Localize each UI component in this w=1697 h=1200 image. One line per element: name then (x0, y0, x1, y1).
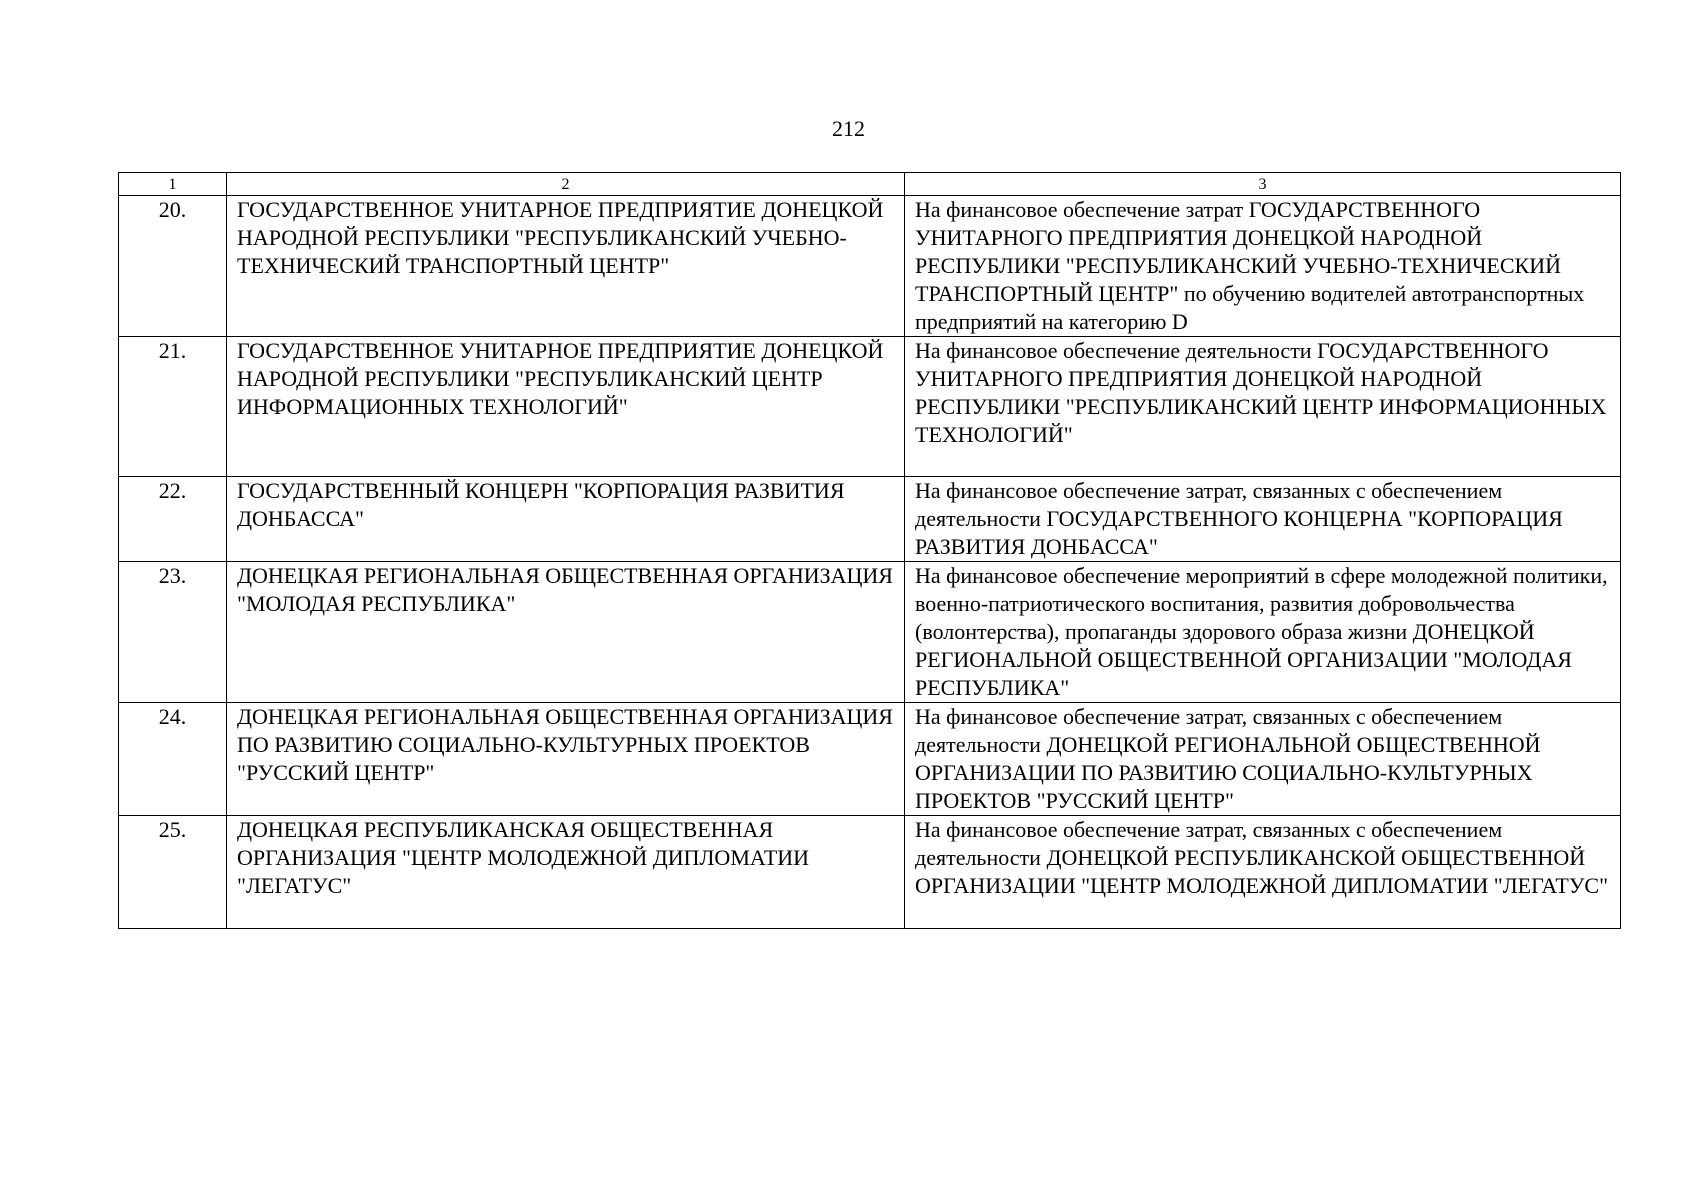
organization-name: ДОНЕЦКАЯ РЕГИОНАЛЬНАЯ ОБЩЕСТВЕННАЯ ОРГАНИЗАЦИЯ "МОЛОДАЯ РЕСПУБЛИКА" (227, 562, 905, 703)
organization-name: ДОНЕЦКАЯ РЕГИОНАЛЬНАЯ ОБЩЕСТВЕННАЯ ОРГАНИЗАЦИЯ ПО РАЗВИТИЮ СОЦИАЛЬНО-КУЛЬТУРНЫХ ПРОЕКТОВ "РУССКИЙ ЦЕНТР" (227, 703, 905, 816)
organization-name: ГОСУДАРСТВЕННЫЙ КОНЦЕРН "КОРПОРАЦИЯ РАЗВИТИЯ ДОНБАССА" (227, 477, 905, 562)
row-number: 21. (119, 337, 227, 477)
table-row (119, 816, 1621, 929)
row-number: 20. (119, 196, 227, 337)
funding-purpose: На финансовое обеспечение деятельности ГОСУДАРСТВЕННОГО УНИТАРНОГО ПРЕДПРИЯТИЯ ДОНЕЦКОЙ НАРОДНОЙ РЕСПУБЛИКИ "РЕСПУБЛИКАНСКИЙ ЦЕНТР ИНФОРМАЦИОННЫХ ТЕХНОЛОГИЙ" (905, 337, 1621, 477)
funding-purpose: На финансовое обеспечение мероприятий в сфере молодежной политики, военно-патриотического воспитания, развития добровольчества (волонтерства), пропаганды здорового образа жизни ДОНЕЦКОЙ РЕГИОНАЛЬНОЙ ОБЩЕСТВЕННОЙ ОРГАНИЗАЦИИ "МОЛОДАЯ РЕСПУБЛИКА" (905, 562, 1621, 703)
table-header-row (119, 173, 1621, 196)
funding-purpose: На финансовое обеспечение затрат, связанных с обеспечением деятельности ДОНЕЦКОЙ РЕСПУБЛИКАНСКОЙ ОБЩЕСТВЕННОЙ ОРГАНИЗАЦИИ "ЦЕНТР МОЛОДЕЖНОЙ ДИПЛОМАТИИ "ЛЕГАТУС" (905, 816, 1621, 929)
table-row (119, 196, 1621, 337)
funding-purpose: На финансовое обеспечение затрат, связанных с обеспечением деятельности ДОНЕЦКОЙ РЕГИОНАЛЬНОЙ ОБЩЕСТВЕННОЙ ОРГАНИЗАЦИИ ПО РАЗВИТИЮ СОЦИАЛЬНО-КУЛЬТУРНЫХ ПРОЕКТОВ "РУССКИЙ ЦЕНТР" (905, 703, 1621, 816)
row-number: 24. (119, 703, 227, 816)
funding-purpose: На финансовое обеспечение затрат ГОСУДАРСТВЕННОГО УНИТАРНОГО ПРЕДПРИЯТИЯ ДОНЕЦКОЙ НАРОДНОЙ РЕСПУБЛИКИ "РЕСПУБЛИКАНСКИЙ УЧЕБНО-ТЕХНИЧЕСКИЙ ТРАНСПОРТНЫЙ ЦЕНТР" по обучению водителей автотранспортных предприятий на категорию D (905, 196, 1621, 337)
table-row (119, 337, 1621, 477)
table-row (119, 477, 1621, 562)
table-row (119, 562, 1621, 703)
funding-purpose: На финансовое обеспечение затрат, связанных с обеспечением деятельности ГОСУДАРСТВЕННОГО КОНЦЕРНА "КОРПОРАЦИЯ РАЗВИТИЯ ДОНБАССА" (905, 477, 1621, 562)
organization-name: ГОСУДАРСТВЕННОЕ УНИТАРНОЕ ПРЕДПРИЯТИЕ ДОНЕЦКОЙ НАРОДНОЙ РЕСПУБЛИКИ "РЕСПУБЛИКАНСКИЙ УЧЕБНО-ТЕХНИЧЕСКИЙ ТРАНСПОРТНЫЙ ЦЕНТР" (227, 196, 905, 337)
subsidy-table (118, 172, 1621, 929)
organization-name: ГОСУДАРСТВЕННОЕ УНИТАРНОЕ ПРЕДПРИЯТИЕ ДОНЕЦКОЙ НАРОДНОЙ РЕСПУБЛИКИ "РЕСПУБЛИКАНСКИЙ ЦЕНТР ИНФОРМАЦИОННЫХ ТЕХНОЛОГИЙ" (227, 337, 905, 477)
column-header-2: 2 (227, 173, 905, 196)
column-header-1: 1 (119, 173, 227, 196)
organization-name: ДОНЕЦКАЯ РЕСПУБЛИКАНСКАЯ ОБЩЕСТВЕННАЯ ОРГАНИЗАЦИЯ "ЦЕНТР МОЛОДЕЖНОЙ ДИПЛОМАТИИ "ЛЕГАТУС" (227, 816, 905, 929)
row-number: 23. (119, 562, 227, 703)
table-row (119, 703, 1621, 816)
column-header-3: 3 (905, 173, 1621, 196)
page-number: 212 (832, 116, 865, 141)
row-number: 22. (119, 477, 227, 562)
row-number: 25. (119, 816, 227, 929)
